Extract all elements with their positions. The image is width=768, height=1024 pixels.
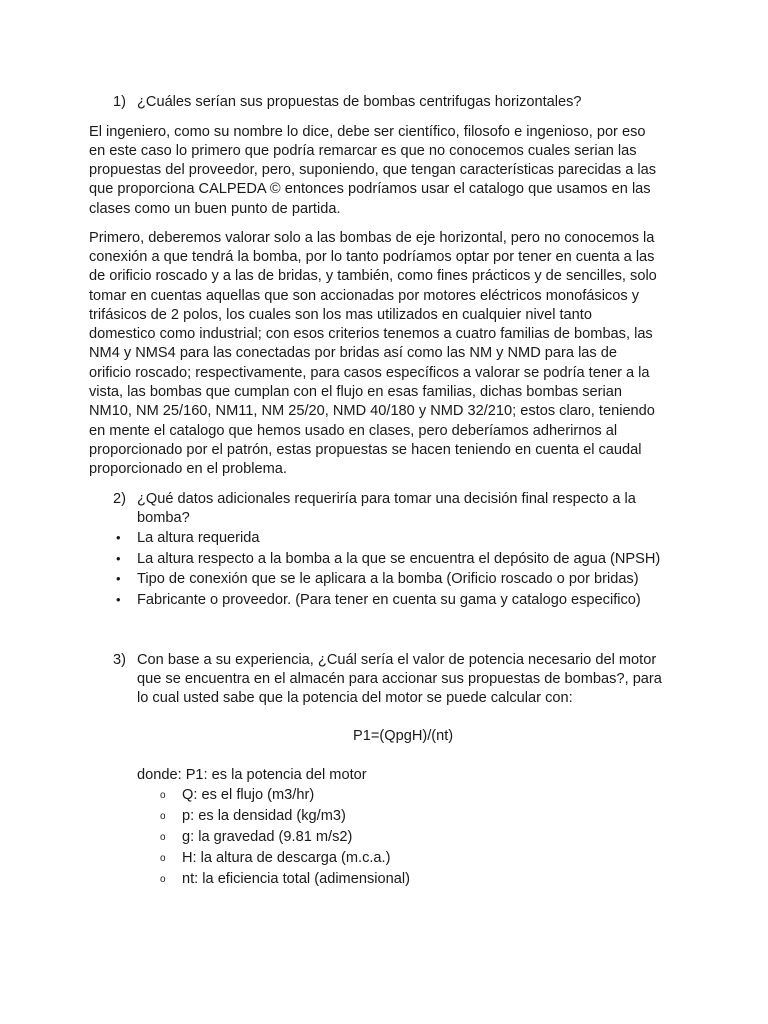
paragraph-line: de orificio roscado y a las de bridas, y también, como fines prácticos y de sencilles, solo [89, 268, 657, 284]
paragraph-line: conexión a que tendrá la bomba, por lo tanto podríamos optar por tener en cuenta a las [89, 249, 655, 265]
list-item: Fabricante o proveedor. (Para tener en cuenta su gama y catalogo especifico) [137, 592, 641, 608]
paragraph-line: El ingeniero, como su nombre lo dice, debe ser científico, filosofo e ingenioso, por eso [89, 124, 646, 140]
paragraph-line: orificio roscado; respectivamente, para casos específicos a valorar se podría tener a la [89, 365, 650, 381]
list-item: nt: la eficiencia total (adimensional) [182, 871, 410, 887]
sub-bullet-icon: o [160, 811, 166, 822]
paragraph-line: propuestas del proveedor, pero, suponiendo, que tengan características parecidas a las [89, 162, 657, 178]
list-item: H: la altura de descarga (m.c.a.) [182, 850, 391, 866]
sub-bullet-icon: o [160, 874, 166, 885]
paragraph-line: en este caso lo primero que podría remarcar es que no conocemos cuales serian las [89, 143, 637, 159]
paragraph-line: tomar en cuentas aquellas que son accionadas por motores eléctricos monofásicos y [89, 288, 639, 304]
list-item: g: la gravedad (9.81 m/s2) [182, 829, 353, 845]
paragraph-line: proporcionado en el problema. [89, 461, 287, 477]
list-item: La altura respecto a la bomba a la que se encuentra el depósito de agua (NPSH) [137, 551, 661, 567]
paragraph-line: en mente el catalogo que hemos usado en clases, pero deberíamos adherirnos al [89, 423, 618, 439]
question-2-text: ¿Qué datos adicionales requeriría para tomar una decisión final respecto a la [137, 491, 636, 507]
question-3-text: que se encuentra en el almacén para accionar sus propuestas de bombas?, para [137, 671, 662, 687]
bullet-icon: • [116, 571, 121, 586]
paragraph-line: que proporciona CALPEDA © entonces podríamos usar el catalogo que usamos en las [89, 181, 651, 197]
sub-bullet-icon: o [160, 853, 166, 864]
paragraph-line: NM4 y NMS4 para las conectadas por bridas así como las NM y NMD para las de [89, 345, 618, 361]
paragraph-line: vista, las bombas que cumplan con el flujo en esas familias, dichas bombas serian [89, 384, 622, 400]
paragraph-line: proporcionado por el patrón, estas propuestas se hacen teniendo en cuenta el caudal [89, 442, 642, 458]
paragraph-line: NM10, NM 25/160, NM11, NM 25/20, NMD 40/180 y NMD 32/210; estos claro, teniendo [89, 403, 655, 419]
bullet-icon: • [116, 530, 121, 545]
question-3-number: 3) [113, 652, 126, 668]
sub-bullet-icon: o [160, 832, 166, 843]
question-2-text: bomba? [137, 510, 190, 526]
paragraph-line: Primero, deberemos valorar solo a las bombas de eje horizontal, pero no conocemos la [89, 230, 655, 246]
sub-bullet-icon: o [160, 790, 166, 801]
paragraph-line: trifásicos de 2 polos, los cuales son los mas utilizados en cualquier nivel tanto [89, 307, 592, 323]
paragraph-line: clases como un buen punto de partida. [89, 201, 341, 217]
paragraph-line: domestico como industrial; con esos criterios tenemos a cuatro familias de bombas, las [89, 326, 653, 342]
question-1-text: ¿Cuáles serían sus propuestas de bombas centrifugas horizontales? [137, 94, 582, 110]
list-item: p: es la densidad (kg/m3) [182, 808, 346, 824]
bullet-icon: • [116, 592, 121, 607]
list-item: Tipo de conexión que se le aplicara a la bomba (Orificio roscado o por bridas) [137, 571, 639, 587]
question-3-text: Con base a su experiencia, ¿Cuál sería el valor de potencia necesario del motor [137, 652, 657, 668]
question-3-text: lo cual usted sabe que la potencia del motor se puede calcular con: [137, 690, 573, 706]
donde-label: donde: P1: es la potencia del motor [137, 767, 367, 783]
list-item: Q: es el flujo (m3/hr) [182, 787, 315, 803]
list-item: La altura requerida [137, 530, 260, 546]
bullet-icon: • [116, 551, 121, 566]
question-1-number: 1) [113, 94, 126, 110]
question-2-number: 2) [113, 491, 126, 507]
formula: P1=(QpgH)/(nt) [353, 728, 454, 744]
